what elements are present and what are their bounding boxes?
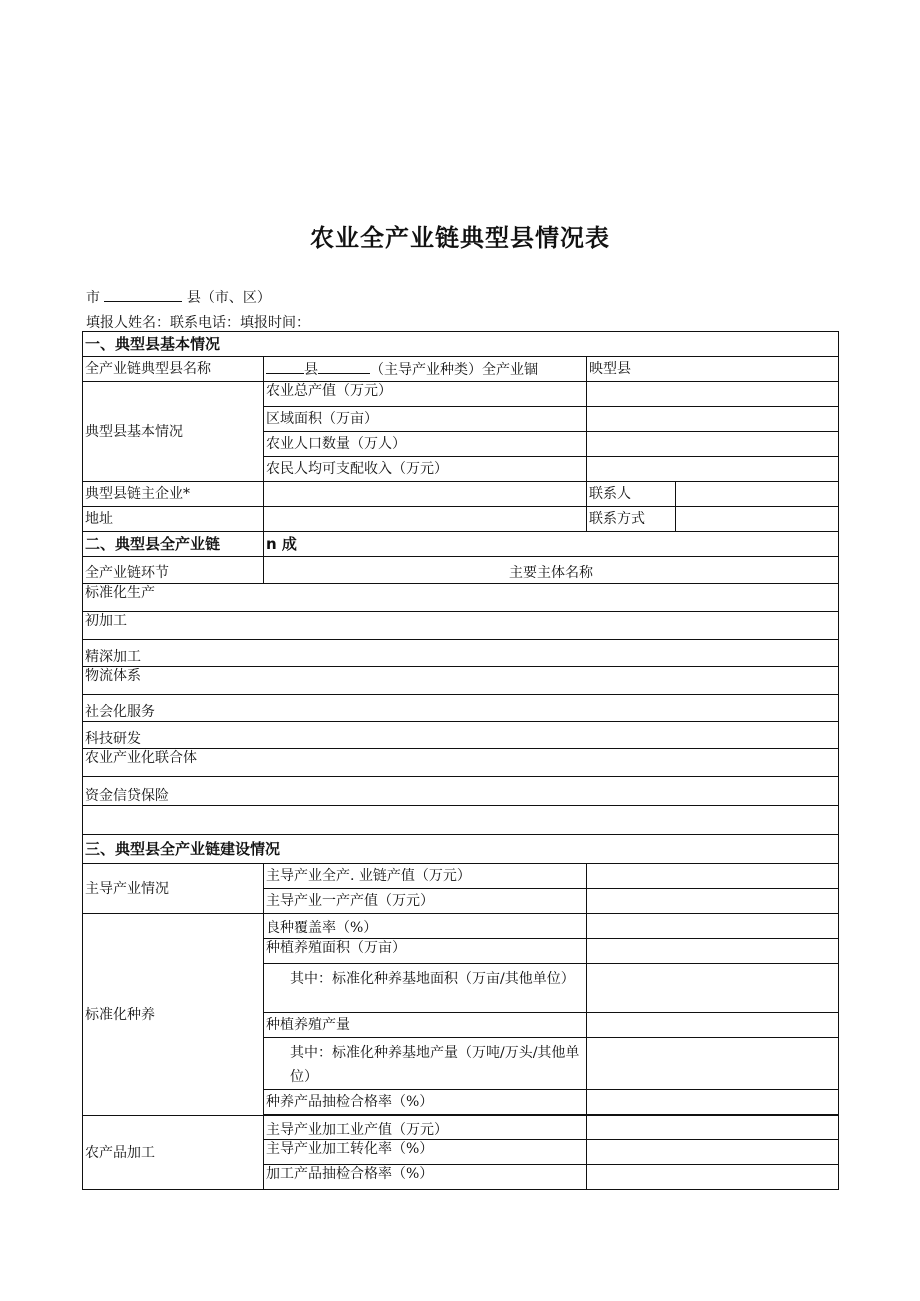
region-line xyxy=(86,287,271,307)
county-label: 县（市、区） xyxy=(186,290,271,306)
breeding-item-label: 种养产品抽检合格率（%） xyxy=(264,1090,587,1115)
stage-row[interactable]: 科技研发 xyxy=(83,722,839,749)
contact-person-value[interactable] xyxy=(676,482,839,507)
filler-line: 填报人姓名：联系电话：填报时间： xyxy=(86,315,310,331)
breeding-item-label: 其中：标准化种养基地产量（万吨/万头/其他单位） xyxy=(264,1038,587,1090)
processing-item-value[interactable] xyxy=(587,1140,839,1165)
leading-item-label: 主导产业全产. 业链产值（万元） xyxy=(264,864,587,889)
stage-row[interactable]: 农业产业化联合体 xyxy=(83,749,839,777)
section2-heading: 二、典型县全产业链 xyxy=(83,532,264,557)
processing-label: 农产品加工 xyxy=(83,1116,264,1190)
empty-stage-row[interactable] xyxy=(83,806,839,835)
section1-heading: 一、典型县基本情况 xyxy=(83,332,839,357)
stage-row[interactable]: 精深加工 xyxy=(83,640,839,667)
section2-heading-suffix: n 成 xyxy=(264,532,839,557)
processing-item-label: 加工产品抽检合格率（%） xyxy=(264,1165,587,1190)
basic-item-label: 农民人均可支配收入（万元） xyxy=(264,457,587,482)
basic-item-label: 农业总产值（万元） xyxy=(264,382,587,407)
breeding-item-value[interactable] xyxy=(587,1090,839,1115)
leading-item-value[interactable] xyxy=(587,889,839,914)
page-title: 农业全产业链典型县情况表 xyxy=(310,224,610,252)
contact-method-value[interactable] xyxy=(676,507,839,532)
basic-info-label: 典型县基本情况 xyxy=(83,382,264,482)
address-label: 地址 xyxy=(83,507,264,532)
county-name-label: 全产业链典型县名称 xyxy=(83,357,264,382)
processing-item-value[interactable] xyxy=(587,1165,839,1190)
lead-enterprise-value[interactable] xyxy=(264,482,587,507)
lead-enterprise-label: 典型县链主企业* xyxy=(83,482,264,507)
processing-item-label: 主导产业加工转化率（%） xyxy=(264,1140,587,1165)
breeding-item-label: 种植养殖产量 xyxy=(264,1013,587,1038)
breeding-item-label: 良种覆盖率（%） xyxy=(264,914,587,939)
basic-item-value[interactable] xyxy=(587,432,839,457)
breeding-item-value[interactable] xyxy=(587,964,839,1013)
leading-item-value[interactable] xyxy=(587,864,839,889)
breeding-item-value[interactable] xyxy=(587,939,839,964)
breeding-item-value[interactable] xyxy=(587,914,839,939)
breeding-item-value[interactable] xyxy=(587,1013,839,1038)
stage-row[interactable]: 标准化生产 xyxy=(83,584,839,612)
basic-item-label: 区域面积（万亩） xyxy=(264,407,587,432)
leading-item-label: 主导产业一产产值（万元） xyxy=(264,889,587,914)
breeding-item-value[interactable] xyxy=(587,1038,839,1090)
address-value[interactable] xyxy=(264,507,587,532)
stage-row[interactable]: 资金信贷保险 xyxy=(83,777,839,806)
county-name-suffix: 映型县 xyxy=(587,357,839,382)
section3-heading: 三、典型县全产业链建设情况 xyxy=(83,835,839,864)
processing-item-value[interactable] xyxy=(587,1116,839,1140)
leading-industry-label: 主导产业情况 xyxy=(83,864,264,914)
breeding-label: 标准化种养 xyxy=(83,914,264,1116)
city-label: 市 xyxy=(86,290,100,306)
breeding-item-label: 其中：标准化种养基地面积（万亩/其他单位） xyxy=(264,964,587,1013)
basic-item-label: 农业人口数量（万人） xyxy=(264,432,587,457)
breeding-item-label: 种植养殖面积（万亩） xyxy=(264,939,587,964)
form-table xyxy=(82,331,839,1190)
stage-row[interactable]: 社会化服务 xyxy=(83,695,839,722)
basic-item-value[interactable] xyxy=(587,457,839,482)
county-name-field[interactable] xyxy=(264,357,587,382)
contact-person-label: 联系人 xyxy=(587,482,676,507)
county-name-industry: （主导产业种类）全产业锢 xyxy=(370,361,538,378)
col-header-stage: 全产业链环节 xyxy=(83,557,264,584)
col-header-entity: 主要主体名称 xyxy=(264,557,839,584)
county-blank[interactable] xyxy=(104,288,182,302)
basic-item-value[interactable] xyxy=(587,407,839,432)
stage-row[interactable]: 初加工 xyxy=(83,612,839,640)
county-name-county: 县 xyxy=(304,361,318,378)
processing-item-label: 主导产业加工业产值（万元） xyxy=(264,1116,587,1140)
stage-row[interactable]: 物流体系 xyxy=(83,667,839,695)
contact-method-label: 联系方式 xyxy=(587,507,676,532)
basic-item-value[interactable] xyxy=(587,382,839,407)
